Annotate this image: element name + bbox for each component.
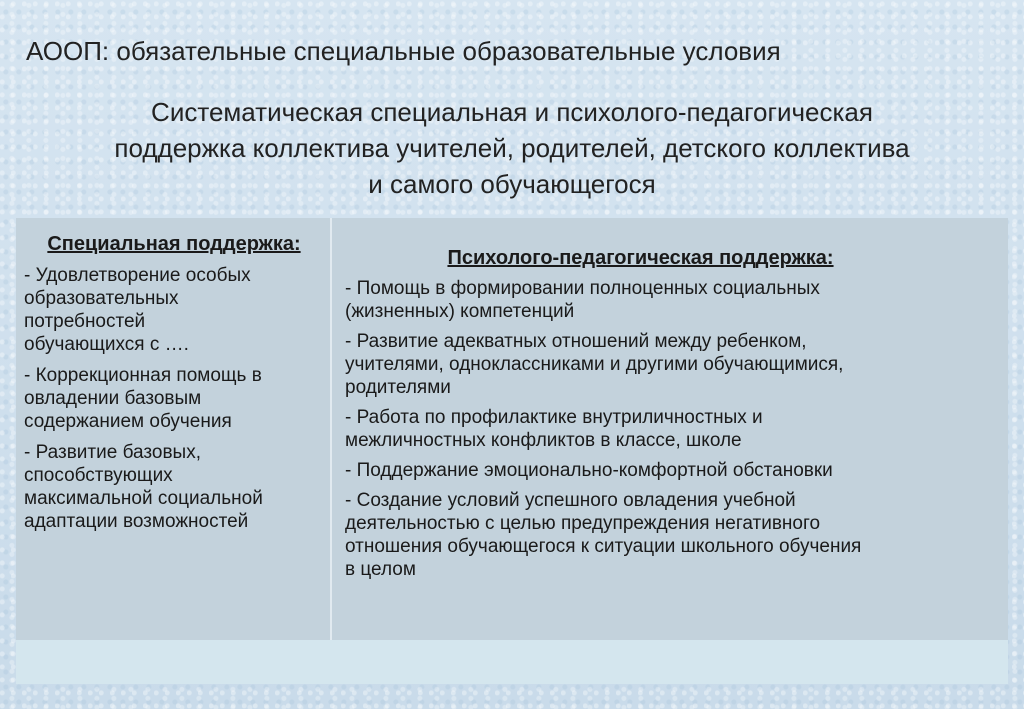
slide-title: АООП: обязательные специальные образовательные условия [26,36,781,66]
psych-support-column [345,246,1000,581]
psych-support-item: - Помощь в формировании полноценных социальных (жизненных) компетенций [345,278,820,322]
special-support-column [24,232,324,533]
psych-support-item: - Развитие адекватных отношений между ребенком, учителями, одноклассниками и другими обучающимися, родителями [345,331,844,398]
special-support-item: - Удовлетворение особых образовательных потребностей обучающихся с …. [24,265,251,355]
column-divider [330,218,332,640]
psych-support-item: - Работа по профилактике внутриличностных и межличностных конфликтов в классе, школе [345,407,763,451]
special-support-heading: Специальная поддержка: [47,233,301,255]
psych-support-item: - Поддержание эмоционально-комфортной обстановки [345,460,833,481]
special-support-item: - Развитие базовых, способствующих максимальной социальной адаптации возможностей [24,442,263,532]
psych-support-heading: Психолого-педагогическая поддержка: [447,247,834,269]
special-support-item: - Коррекционная помощь в овладении базовым содержанием обучения [24,365,262,432]
panel-footer-band [16,640,1008,684]
slide-subtitle: Систематическая специальная и психолого-педагогическая поддержка коллектива учителей, родителей, детского коллектива и самого обучающегося [114,97,910,199]
psych-support-item: - Создание условий успешного овладения учебной деятельностью с целью предупреждения негативного отношения обучающегося к ситуации школьного обучения в целом [345,490,862,580]
